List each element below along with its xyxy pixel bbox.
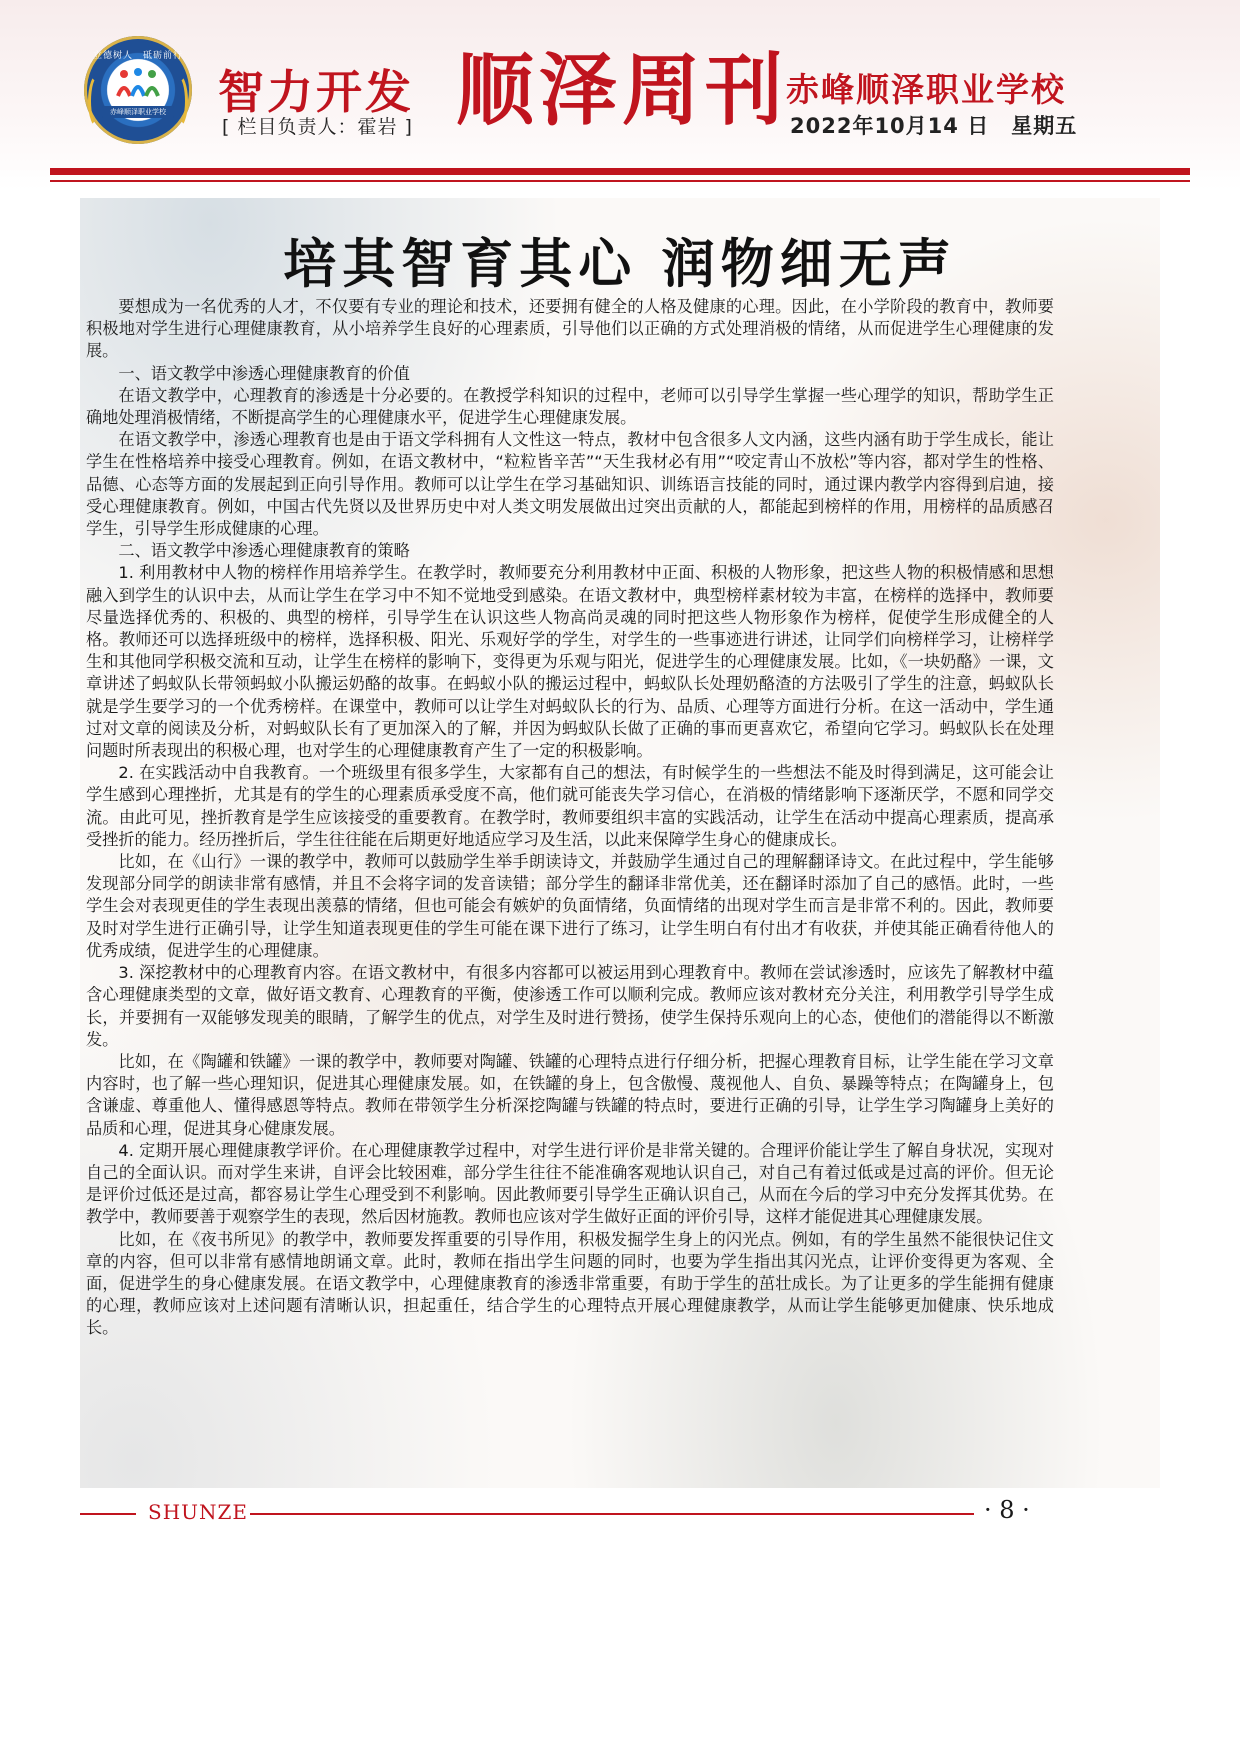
column-editor: [ 栏目负责人：霍岩 ]: [222, 116, 413, 138]
header-rule-thick: [50, 168, 1190, 175]
paragraph: 2. 在实践活动中自我教育。一个班级里有很多学生，大家都有自己的想法，有时候学生的一些想法不能及时得到满足，这可能会让学生感到心理挫折，尤其是有的学生的心理素质承受度不高，他们就可能丧失学习信心，在消极的情绪影响下逐渐厌学，不愿和同学交流。由此可见，挫折教育是学生应该接受的重要教育。在教学时，教师要组织丰富的实践活动，让学生在活动中提高心理素质，提高承受挫折的能力。经历挫折后，学生往往能在后期更好地适应学习及生活，以此来保障学生身心的健康成长。: [86, 763, 1054, 849]
article-title: 培其智育其心 润物细无声: [283, 233, 957, 295]
footer-brand: SHUNZE: [148, 1500, 248, 1524]
logo-ring-text: 立德树人 砥砺前行: [92, 51, 183, 61]
section-heading: 二、语文教学中渗透心理健康教育的策略: [118, 541, 410, 561]
wheat-left-icon: [88, 74, 108, 128]
paragraph: 要想成为一名优秀的人才，不仅要有专业的理论和技术，还要拥有健全的人格及健康的心理。因此，在小学阶段的教育中，教师要积极地对学生进行心理健康教育，从小培养学生良好的心理素质，引导他们以正确的方式处理消极的情绪，从而促进学生心理健康的发展。: [86, 297, 1054, 361]
header-rule-thin: [50, 180, 1190, 182]
children-figures-icon: [114, 66, 162, 102]
paragraph: 比如，在《夜书所见》的教学中，教师要发挥重要的引导作用，积极发掘学生身上的闪光点。例如，有的学生虽然不能很快记住文章的内容，但可以非常有感情地朗诵文章。此时，教师在指出学生问题的同时，也要为学生指出其闪光点，让评价变得更为客观、全面，促进学生的身心健康发展。在语文教学中，心理健康教育的渗透非常重要，有助于学生的茁壮成长。为了让更多的学生能拥有健康的心理，教师应该对上述问题有清晰认识，担起重任，结合学生的心理特点开展心理健康教学，从而让学生能够更加健康、快乐地成长。: [86, 1229, 1054, 1338]
masthead-title: 顺泽周刊: [456, 46, 789, 136]
page-footer: [0, 1488, 1240, 1538]
paragraph: 比如，在《陶罐和铁罐》一课的教学中，教师要对陶罐、铁罐的心理特点进行仔细分析，把握心理教育目标，让学生能在学习文章内容时，也了解一些心理知识，促进其心理健康发展。如，在铁罐的身上，包含傲慢、蔑视他人、自负、暴躁等特点；在陶罐身上，包含谦虚、尊重他人、懂得感恩等特点。教师在带领学生分析深挖陶罐与铁罐的特点时，要进行正确的引导，让学生学习陶罐身上美好的品质和心理，促进其身心健康发展。: [86, 1051, 1054, 1138]
column-title: 智力开发: [218, 65, 414, 119]
paragraph: 4. 定期开展心理健康教学评价。在心理健康教学过程中，对学生进行评价是非常关键的。合理评价能让学生了解自身状况，实现对自己的全面认识。而对学生来讲，自评会比较困难，部分学生往往不能准确客观地认识自己，对自己有着过低或是过高的评价。但无论是评价过低还是过高，都容易让学生心理受到不利影响。因此教师要引导学生正确认识自己，从而在今后的学习中充分发挥其优势。在教学中，教师要善于观察学生的表现，然后因材施教。教师也应该对学生做好正面的评价引导，这样才能促进其心理健康发展。: [86, 1140, 1054, 1227]
paragraph: 1. 利用教材中人物的榜样作用培养学生。在教学时，教师要充分利用教材中正面、积极的人物形象，把这些人物的积极情感和思想融入到学生的认识中去，从而让学生在学习中不知不觉地受到感染。在语文教材中，典型榜样素材较为丰富，在榜样的选择中，教师要尽量选择优秀的、积极的、典型的榜样，引导学生在认识这些人物高尚灵魂的同时把这些人物形象作为榜样，促使学生形成健全的人格。教师还可以选择班级中的榜样，选择积极、阳光、乐观好学的学生，对学生的一些事迹进行讲述，让同学们向榜样学习，让榜样学生和其他同学积极交流和互动，让学生在榜样的影响下，变得更为乐观与阳光，促进学生的心理健康发展。比如，《一块奶酪》一课，文章讲述了蚂蚁队长带领蚂蚁小队搬运奶酪的故事。在蚂蚁小队的搬运过程中，蚂蚁队长处理奶酪渣的方法吸引了学生的注意，蚂蚁队长就是学生要学习的一个优秀榜样。在课堂中，教师可以让学生对蚂蚁队长的行为、品质、心理等方面进行分析。在这一活动中，学生通过对文章的阅读及分析，对蚂蚁队长有了更加深入的了解，并因为蚂蚁队长做了正确的事而更喜欢它，希望向它学习。蚂蚁队长在处理问题时所表现出的积极心理，也对学生的心理健康教育产生了一定的积极影响。: [86, 563, 1054, 761]
school-name: 赤峰顺泽职业学校: [786, 70, 1066, 109]
footer-rule-left: [80, 1513, 136, 1515]
page-header: [0, 0, 1240, 190]
issue-date: 2022年10月14 日 星期五: [790, 114, 1078, 138]
logo-school-name: 赤峰顺泽职业学校: [102, 106, 174, 118]
page-number: · 8 ·: [984, 1496, 1030, 1524]
footer-rule-right: [250, 1513, 974, 1515]
school-logo: [84, 36, 192, 144]
paragraph: 在语文教学中，渗透心理教育也是由于语文学科拥有人文性这一特点，教材中包含很多人文内涵，这些内涵有助于学生成长，能让学生在性格培养中接受心理教育。例如，在语文教材中，“粒粒皆辛苦”“天生我材必有用”“咬定青山不放松”等内容，都对学生的性格、品德、心态等方面的发展起到正向引导作用。教师可以让学生在学习基础知识、训练语言技能的同时，通过课内教学内容得到启迪，接受心理健康教育。例如，中国古代先贤以及世界历史中对人类文明发展做出过突出贡献的人，都能起到榜样的作用，用榜样的品质感召学生，引导学生形成健康的心理。: [86, 430, 1054, 539]
paragraph: 比如，在《山行》一课的教学中，教师可以鼓励学生举手朗读诗文，并鼓励学生通过自己的理解翻译诗文。在此过程中，学生能够发现部分同学的朗读非常有感情，并且不会将字词的发音读错；部分学生的翻译非常优美，还在翻译时添加了自己的感悟。此时，一些学生会对表现更佳的学生表现出羡慕的情绪，但也可能会有嫉妒的负面情绪，负面情绪的出现对学生而言是非常不利的。因此，教师要及时对学生进行正确引导，让学生知道表现更佳的学生可能在课下进行了练习，让学生明白有付出才有收获，并使其能正确看待他人的优秀成绩，促进学生的心理健康。: [86, 852, 1054, 960]
paragraph: 在语文教学中，心理教育的渗透是十分必要的。在教授学科知识的过程中，老师可以引导学生掌握一些心理学的知识，帮助学生正确地处理消极情绪，不断提高学生的心理健康水平，促进学生心理健康发展。: [86, 385, 1054, 428]
wheat-right-icon: [168, 74, 188, 128]
article-body: [86, 296, 1054, 1340]
paragraph: 3. 深挖教材中的心理教育内容。在语文教材中，有很多内容都可以被运用到心理教育中。教师在尝试渗透时，应该先了解教材中蕴含心理健康类型的文章，做好语文教育、心理教育的平衡，使渗透工作可以顺利完成。教师应该对教材充分关注，利用教学引导学生成长，并要拥有一双能够发现美的眼睛，了解学生的优点，对学生及时进行赞扬，使学生保持乐观向上的心态，使他们的潜能得以不断激发。: [86, 963, 1054, 1049]
section-heading: 一、语文教学中渗透心理健康教育的价值: [118, 363, 410, 383]
